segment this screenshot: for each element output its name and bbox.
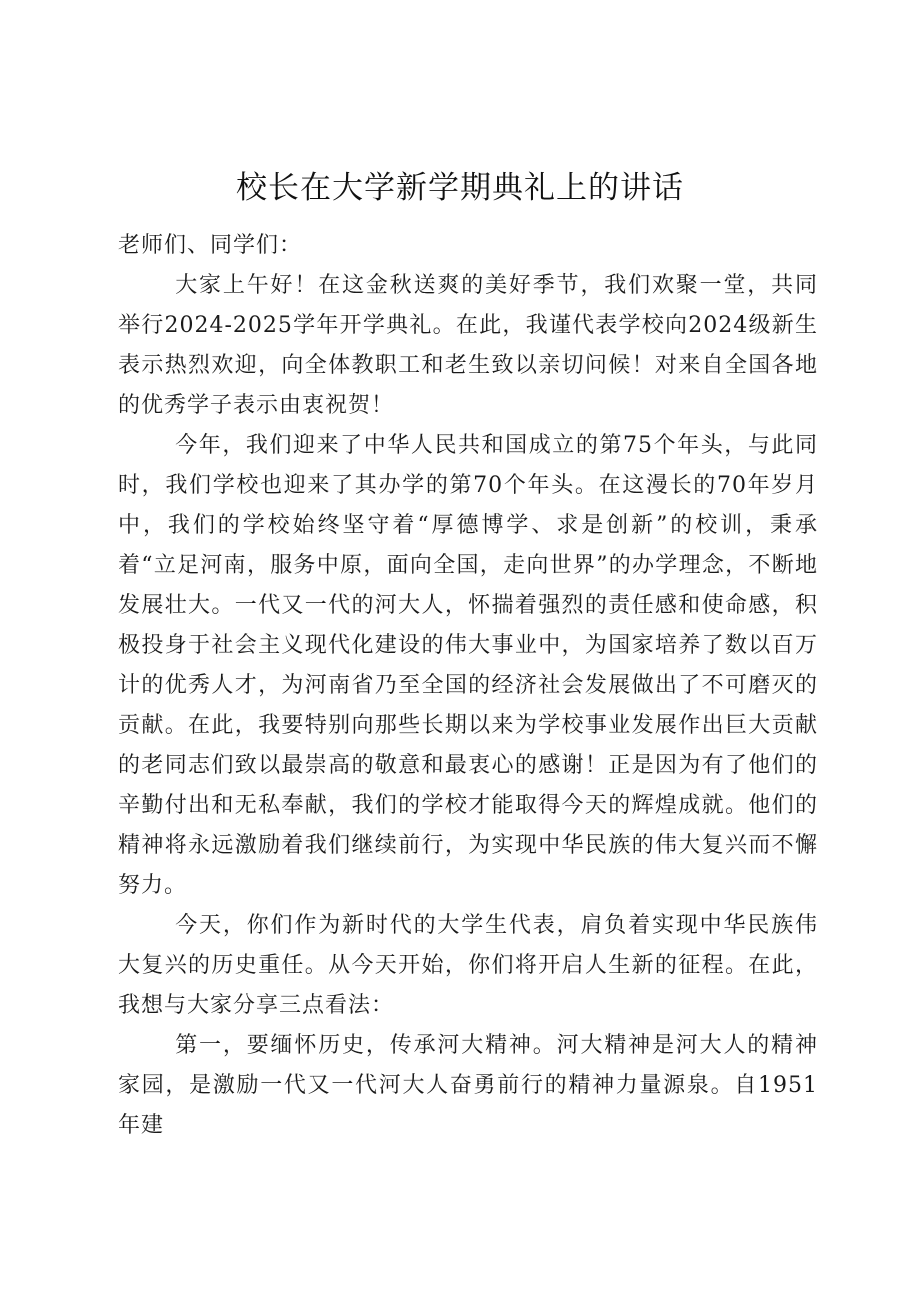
document-body — [118, 226, 818, 1146]
paragraph-point-one: 第一，要缅怀历史，传承河大精神。河大精神是河大人的精神家园，是激励一代又一代河大人奋勇前行的精神力量源泉。自1951年建 — [118, 1033, 818, 1138]
paragraph-anniversary: 今年，我们迎来了中华人民共和国成立的第75个年头，与此同时，我们学校也迎来了其办学的第70个年头。在这漫长的70年岁月中，我们的学校始终坚守着“厚德博学、求是创新”的校训，秉承着“立足河南，服务中原，面向全国，走向世界”的办学理念，不断地发展壮大。一代又一代的河大人，怀揣着强烈的责任感和使命感，积极投身于社会主义现代化建设的伟大事业中，为国家培养了数以百万计的优秀人才，为河南省乃至全国的经济社会发展做出了不可磨灭的贡献。在此，我要特别向那些长期以来为学校事业发展作出巨大贡献的老同志们致以最崇高的敬意和最衷心的感谢！正是因为有了他们的辛勤付出和无私奉献，我们的学校才能取得今天的辉煌成就。他们的精神将永远激励着我们继续前行，为实现中华民族的伟大复兴而不懈努力。 — [118, 433, 818, 898]
paragraph-greeting: 大家上午好！在这金秋送爽的美好季节，我们欢聚一堂，共同举行2024-2025学年开学典礼。在此，我谨代表学校向2024级新生表示热烈欢迎，向全体教职工和老生致以亲切问候！对来自全国各地的优秀学子表示由衷祝贺！ — [118, 273, 818, 418]
document-title: 校长在大学新学期典礼上的讲话 — [236, 170, 684, 206]
paragraph-new-era: 今天，你们作为新时代的大学生代表，肩负着实现中华民族伟大复兴的历史重任。从今天开始，你们将开启人生新的征程。在此，我想与大家分享三点看法： — [118, 913, 818, 1018]
salutation: 老师们、同学们： — [118, 233, 303, 258]
